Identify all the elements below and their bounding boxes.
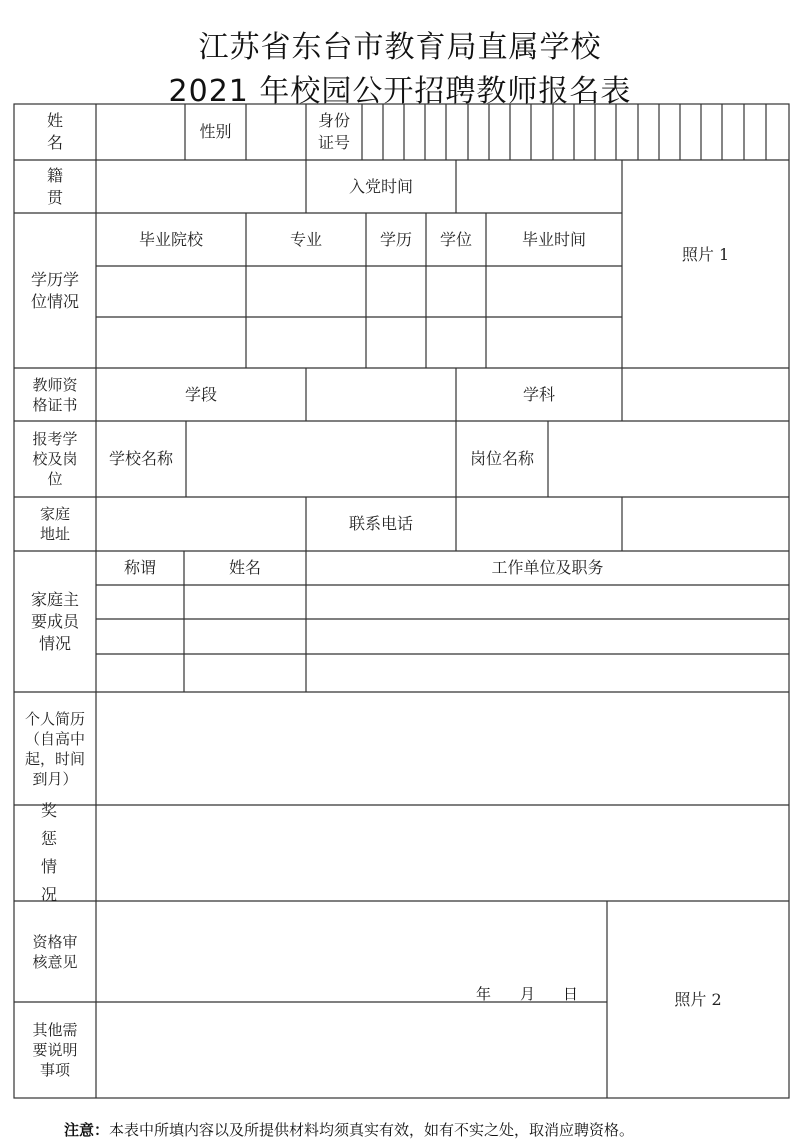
label-stage: 学段	[184, 384, 217, 404]
label-gender: 性别	[199, 122, 232, 141]
label-party-time: 入党时间	[348, 176, 413, 196]
label-apply-school-post: 报考学校及岗位	[32, 430, 78, 488]
native-place-field[interactable]	[96, 160, 306, 213]
party-time-field[interactable]	[456, 160, 622, 213]
label-member-name: 姓名	[228, 558, 261, 577]
footer-note	[64, 1119, 634, 1140]
label-post-name: 岗位名称	[469, 449, 534, 468]
rewards-field[interactable]	[96, 805, 789, 901]
label-work-unit: 工作单位及职务	[491, 558, 604, 577]
label-native-place: 籍 贯	[46, 165, 77, 207]
label-grad-time: 毕业时间	[521, 229, 586, 249]
label-relation: 称谓	[123, 558, 156, 577]
label-rewards: 奖 惩 情 况	[40, 801, 69, 904]
label-teacher-cert: 教师资格证书	[32, 375, 78, 414]
label-subject: 学科	[522, 384, 555, 404]
home-address-field[interactable]	[96, 497, 306, 551]
id-number-boxes[interactable]	[362, 104, 789, 160]
gender-field[interactable]	[246, 104, 306, 160]
label-major: 专业	[289, 229, 322, 249]
education-row-1[interactable]	[96, 266, 622, 317]
label-name: 姓 名	[46, 111, 77, 152]
family-row-1[interactable]	[96, 585, 789, 619]
footer-prefix: 注意：	[64, 1121, 110, 1139]
name-field[interactable]	[96, 104, 185, 160]
other-notes-field[interactable]	[96, 1002, 607, 1098]
education-row-2[interactable]	[96, 317, 622, 368]
form-title: 江苏省东台市教育局直属学校	[198, 30, 602, 65]
resume-field[interactable]	[96, 692, 789, 805]
date-day: 日	[563, 985, 580, 1003]
post-name-field[interactable]	[548, 421, 789, 497]
label-phone: 联系电话	[348, 514, 413, 533]
footer-text: 本表中所填内容以及所提供材料均须真实有效，如有不实之处，取消应聘资格。	[109, 1121, 635, 1139]
label-education: 学历学位情况	[30, 269, 79, 311]
form-subtitle: 2021 年校园公开招聘教师报名表	[168, 74, 632, 109]
photo2-box[interactable]: 照片 2	[674, 989, 722, 1009]
label-id-number: 身份证号	[318, 111, 351, 152]
label-home-address: 家庭地址	[39, 505, 70, 543]
label-edu-level: 学历	[379, 229, 412, 249]
label-family-members: 家庭主要成员情况	[30, 589, 79, 653]
school-name-field[interactable]	[186, 421, 456, 497]
family-row-3[interactable]	[96, 654, 789, 692]
label-resume: 个人简历（自高中起，时间到月）	[24, 709, 85, 788]
date-year: 年	[476, 985, 493, 1003]
label-review: 资格审核意见	[32, 932, 78, 971]
family-row-2[interactable]	[96, 619, 789, 654]
label-grad-school: 毕业院校	[138, 229, 203, 249]
label-other-notes: 其他需要说明事项	[32, 1021, 78, 1079]
stage-field[interactable]	[306, 368, 456, 421]
phone-field[interactable]	[456, 497, 789, 551]
label-degree: 学位	[439, 229, 472, 249]
photo1-box[interactable]: 照片 1	[681, 245, 730, 264]
subject-field[interactable]	[622, 368, 789, 421]
label-school-name: 学校名称	[108, 449, 173, 468]
date-month: 月	[520, 985, 537, 1003]
